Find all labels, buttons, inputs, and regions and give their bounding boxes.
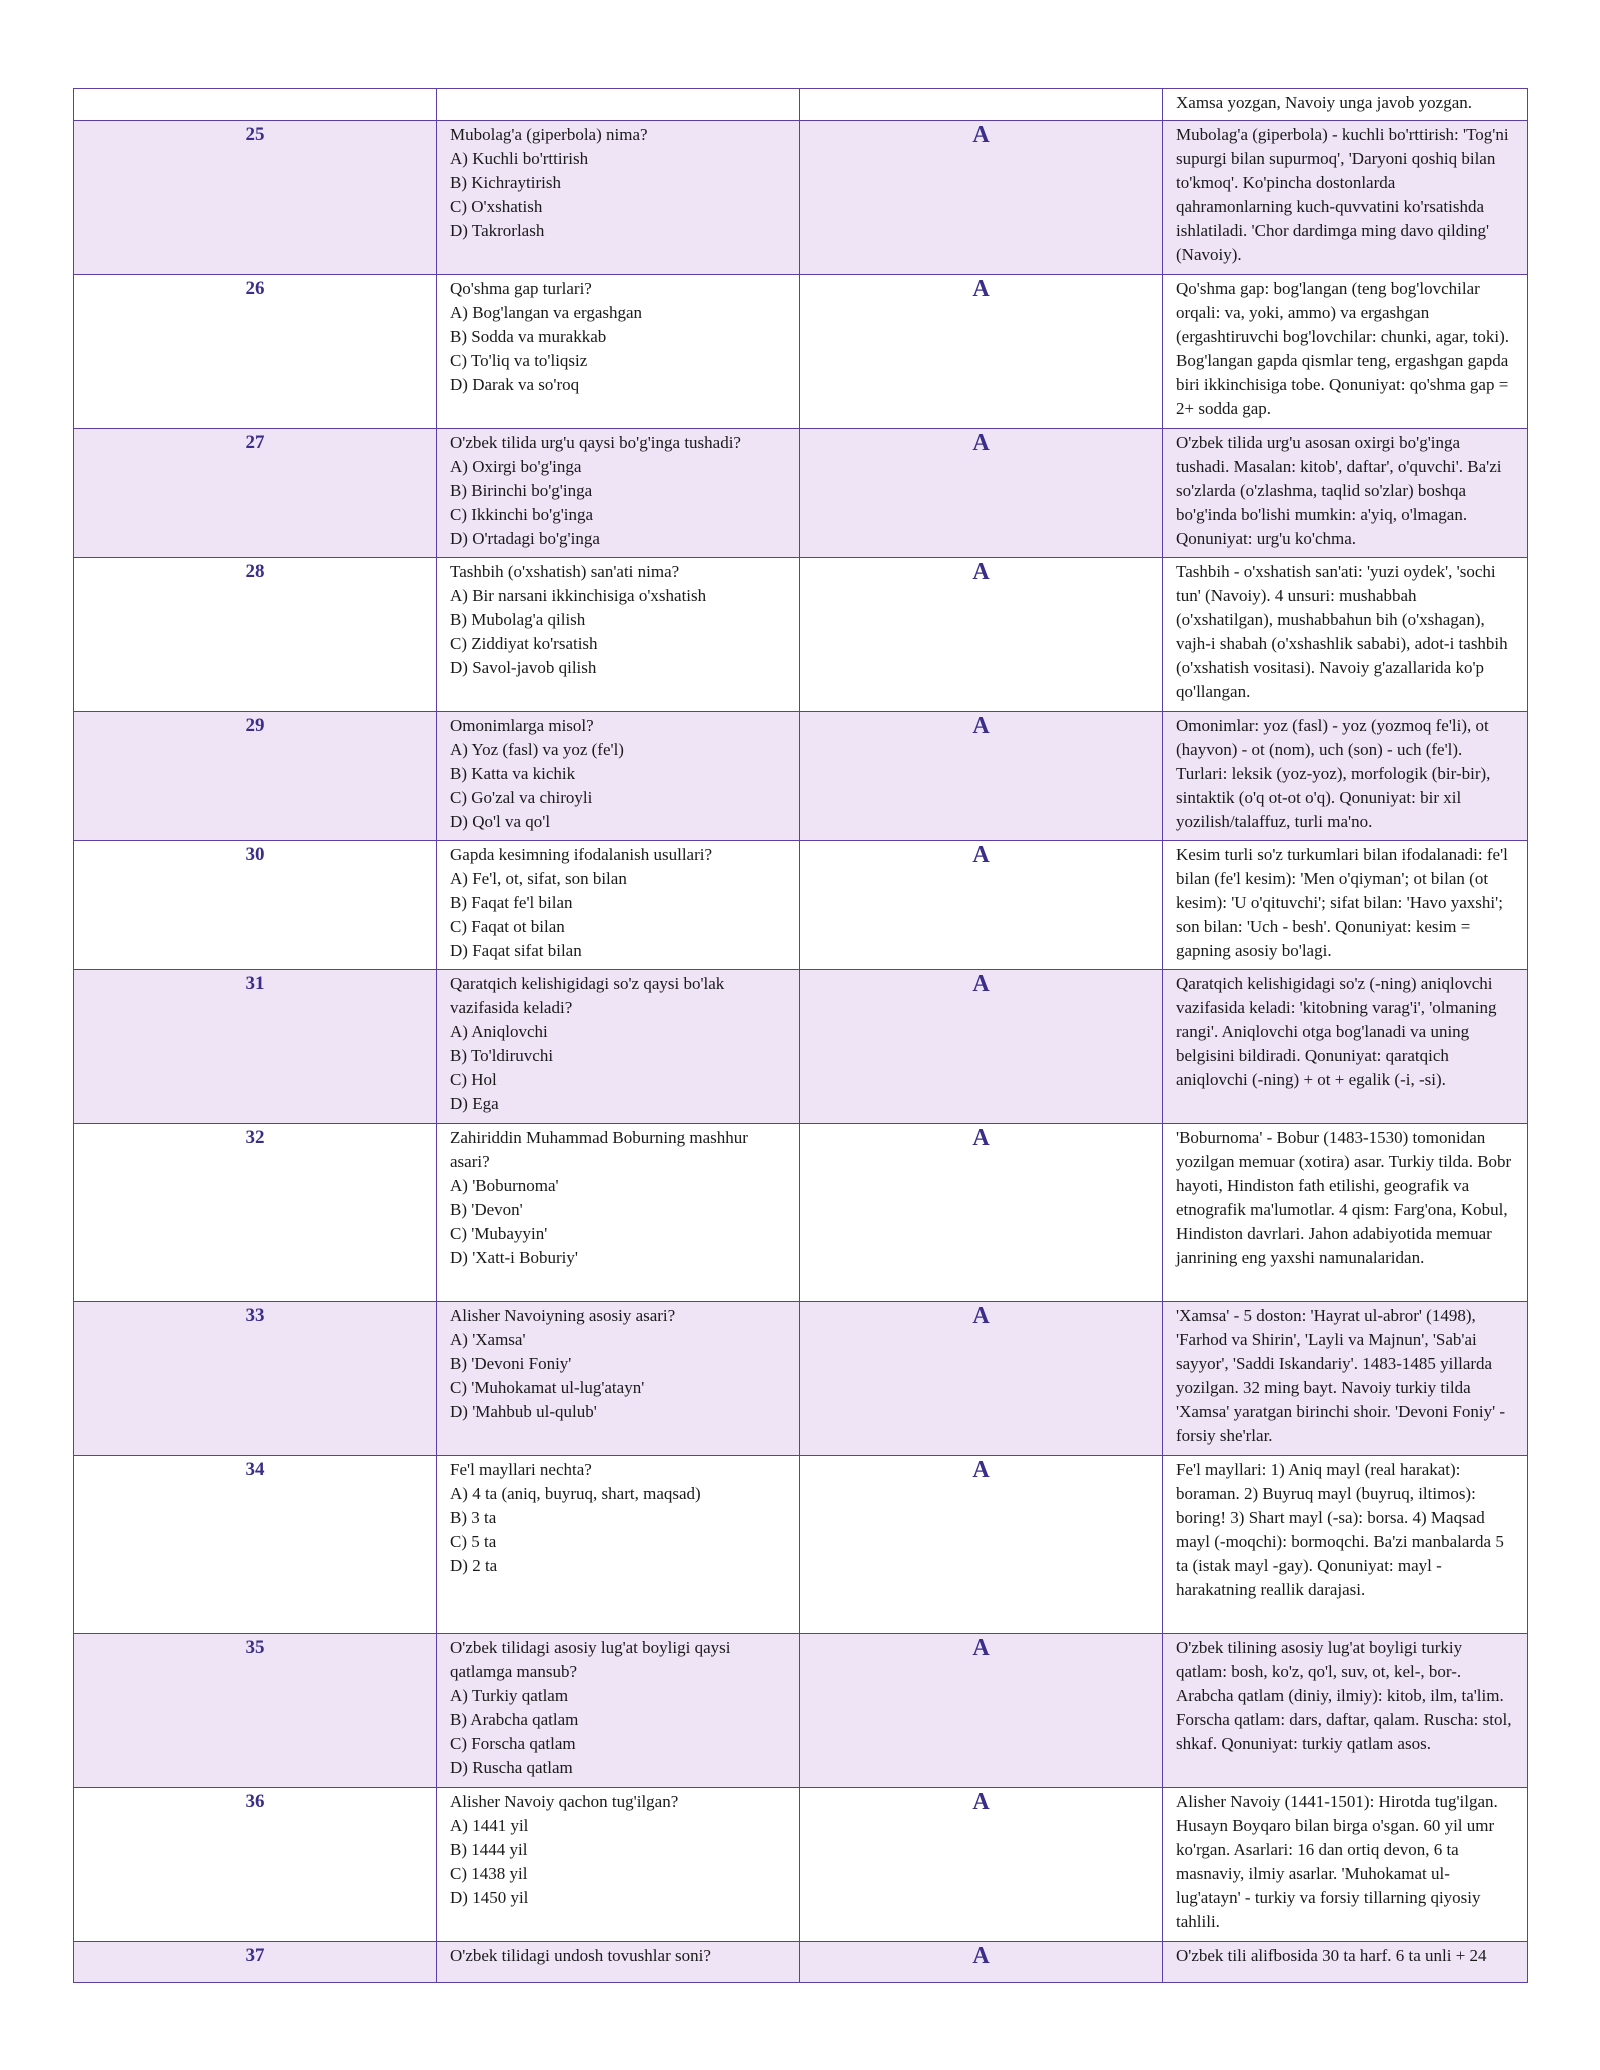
answer-option: A) 'Xamsa' [450, 1330, 526, 1349]
explanation: O'zbek tili alifbosida 30 ta harf. 6 ta unli + 24 [1163, 1942, 1528, 1983]
answer-option: D) 2 ta [450, 1556, 498, 1575]
correct-answer: A [800, 1456, 1163, 1634]
explanation: Kesim turli so'z turkumlari bilan ifodalanadi: fe'l bilan (fe'l kesim): 'Men o'qiyman'; ot bilan (ot kesim): 'U o'qituvchi'; sifat bilan: 'Havo yaxshi'; son bilan: 'Uch - besh'. Qonuniyat: kesim = gapning asosiy bo'lagi. [1163, 841, 1528, 970]
question-text: Qaratqich kelishigidagi so'z qaysi bo'lak [450, 974, 725, 993]
question-cell [437, 1302, 800, 1456]
answer-option: D) Ega [450, 1094, 499, 1113]
question-text: Alisher Navoiy qachon tug'ilgan? [450, 1792, 679, 1811]
answer-option: B) 'Devon' [450, 1200, 523, 1219]
quiz-table-body [74, 89, 1528, 1983]
table-row [74, 1124, 1528, 1302]
question-text: Tashbih (o'xshatish) san'ati nima? [450, 562, 680, 581]
answer-option: B) 'Devoni Foniy' [450, 1354, 572, 1373]
correct-answer: A [800, 1788, 1163, 1942]
answer-option: C) To'liq va to'liqsiz [450, 351, 588, 370]
explanation: O'zbek tilining asosiy lug'at boyligi turkiy qatlam: bosh, ko'z, qo'l, suv, ot, kel-, bor-. Arabcha qatlam (diniy, ilmiy): kitob, ilm, ta'lim. Forscha qatlam: dars, daftar, qalam. Ruscha: stol, shkaf. Qonuniyat: turkiy qatlam asos. [1163, 1634, 1528, 1788]
question-cell [437, 841, 800, 970]
table-row [74, 1302, 1528, 1456]
answer-option: C) Hol [450, 1070, 497, 1089]
answer-option: A) 4 ta (aniq, buyruq, shart, maqsad) [450, 1484, 701, 1503]
question-number: 25 [74, 121, 437, 275]
answer-option: A) Aniqlovchi [450, 1022, 548, 1041]
answer-option: C) Ikkinchi bo'g'inga [450, 505, 594, 524]
question-cell [437, 558, 800, 712]
answer-option: B) To'ldiruvchi [450, 1046, 554, 1065]
correct-answer: A [800, 1302, 1163, 1456]
question-number: 37 [74, 1942, 437, 1983]
question-cell [437, 89, 800, 121]
table-row [74, 558, 1528, 712]
answer-option: A) Bir narsani ikkinchisiga o'xshatish [450, 586, 707, 605]
answer-option: B) 1444 yil [450, 1840, 528, 1859]
answer-option: C) 'Muhokamat ul-lug'atayn' [450, 1378, 645, 1397]
question-cell [437, 429, 800, 558]
explanation: Alisher Navoiy (1441-1501): Hirotda tug'ilgan. Husayn Boyqaro bilan birga o'sgan. 60 yil umr ko'rgan. Asarlari: 16 dan ortiq devon, 6 ta masnaviy, ilmiy asarlar. 'Muhokamat ul-lug'atayn' - turkiy va forsiy tillarning qiyosiy tahlili. [1163, 1788, 1528, 1942]
explanation: Tashbih - o'xshatish san'ati: 'yuzi oydek', 'sochi tun' (Navoiy). 4 unsuri: mushabbah (o'xshatilgan), mushabbahun bih (o'xshagan), vajh-i shabah (o'xshashlik sababi), adot-i tashbih (o'xshatish vositasi). Navoiy g'azallarida ko'p qo'llangan. [1163, 558, 1528, 712]
answer-option: C) 'Mubayyin' [450, 1224, 548, 1243]
question-cell [437, 121, 800, 275]
table-row [74, 712, 1528, 841]
question-cell [437, 1634, 800, 1788]
correct-answer [800, 89, 1163, 121]
explanation: Xamsa yozgan, Navoiy unga javob yozgan. [1163, 89, 1528, 121]
correct-answer: A [800, 1942, 1163, 1983]
question-number: 28 [74, 558, 437, 712]
correct-answer: A [800, 558, 1163, 712]
question-cell [437, 1942, 800, 1983]
explanation: O'zbek tilida urg'u asosan oxirgi bo'g'inga tushadi. Masalan: kitob', daftar', o'quvchi'. Ba'zi so'zlarda (o'zlashma, taqlid so'zlar) boshqa bo'g'inda bo'lishi mumkin: a'yiq, o'lmagan. Qonuniyat: urg'u ko'chma. [1163, 429, 1528, 558]
question-text: Omonimlarga misol? [450, 716, 594, 735]
question-text: O'zbek tilidagi asosiy lug'at boyligi qaysi [450, 1638, 731, 1657]
table-row [74, 970, 1528, 1124]
correct-answer: A [800, 1634, 1163, 1788]
question-cell [437, 712, 800, 841]
question-cell [437, 970, 800, 1124]
table-row [74, 841, 1528, 970]
question-number: 30 [74, 841, 437, 970]
question-number: 26 [74, 275, 437, 429]
answer-option: A) Oxirgi bo'g'inga [450, 457, 582, 476]
answer-option: B) Birinchi bo'g'inga [450, 481, 593, 500]
explanation: Qaratqich kelishigidagi so'z (-ning) aniqlovchi vazifasida keladi: 'kitobning varag'i', 'olmaning rangi'. Aniqlovchi otga bog'lanadi va uning belgisini bildiradi. Qonuniyat: qaratqich aniqlovchi (-ning) + ot + egalik (-i, -si). [1163, 970, 1528, 1124]
answer-option: A) 1441 yil [450, 1816, 529, 1835]
question-number: 34 [74, 1456, 437, 1634]
question-text: Mubolag'a (giperbola) nima? [450, 125, 648, 144]
table-row [74, 1634, 1528, 1788]
answer-option: D) 'Xatt-i Boburiy' [450, 1248, 578, 1267]
answer-option: asari? [450, 1152, 490, 1171]
question-cell [437, 1788, 800, 1942]
answer-option: D) 1450 yil [450, 1888, 529, 1907]
answer-option: A) Bog'langan va ergashgan [450, 303, 643, 322]
correct-answer: A [800, 275, 1163, 429]
answer-option: D) Ruscha qatlam [450, 1758, 573, 1777]
answer-option: D) Darak va so'roq [450, 375, 580, 394]
correct-answer: A [800, 970, 1163, 1124]
answer-option: C) Forscha qatlam [450, 1734, 576, 1753]
question-number: 32 [74, 1124, 437, 1302]
question-text: Qo'shma gap turlari? [450, 279, 592, 298]
answer-option: B) Arabcha qatlam [450, 1710, 579, 1729]
question-number: 27 [74, 429, 437, 558]
explanation: Mubolag'a (giperbola) - kuchli bo'rttirish: 'Tog'ni supurgi bilan supurmoq', 'Daryoni qoshiq bilan to'kmoq'. Ko'pincha dostonlarda qahramonlarning kuch-quvvatini ko'rsatishda ishlatiladi. 'Chor dardimga ming davo qilding' (Navoiy). [1163, 121, 1528, 275]
explanation: Fe'l mayllari: 1) Aniq mayl (real harakat): boraman. 2) Buyruq mayl (buyruq, iltimos): boring! 3) Shart mayl (-sa): borsa. 4) Maqsad mayl (-moqchi): bormoqchi. Ba'zi manbalarda 5 ta (istak mayl -gay). Qonuniyat: mayl - harakatning reallik darajasi. [1163, 1456, 1528, 1634]
answer-option: A) 'Boburnoma' [450, 1176, 559, 1195]
answer-option: vazifasida keladi? [450, 998, 573, 1017]
question-text: Zahiriddin Muhammad Boburning mashhur [450, 1128, 748, 1147]
answer-option: B) Kichraytirish [450, 173, 561, 192]
table-row [74, 1456, 1528, 1634]
question-number: 35 [74, 1634, 437, 1788]
answer-option: B) Katta va kichik [450, 764, 576, 783]
table-row [74, 429, 1528, 558]
question-number: 29 [74, 712, 437, 841]
question-number [74, 89, 437, 121]
answer-option: D) Takrorlash [450, 221, 545, 240]
table-row [74, 1788, 1528, 1942]
explanation: 'Boburnoma' - Bobur (1483-1530) tomonidan yozilgan memuar (xotira) asar. Turkiy tilda. Bobr hayoti, Hindiston fath etilishi, geografik va etnografik ma'lumotlar. 4 qism: Farg'ona, Kobul, Hindiston davrlari. Jahon adabiyotida memuar janrining eng yaxshi namunalaridan. [1163, 1124, 1528, 1302]
answer-option: C) 1438 yil [450, 1864, 528, 1883]
answer-option: A) Fe'l, ot, sifat, son bilan [450, 869, 627, 888]
answer-option: D) Savol-javob qilish [450, 658, 597, 677]
question-text: O'zbek tilidagi undosh tovushlar soni? [450, 1946, 711, 1965]
answer-option: D) O'rtadagi bo'g'inga [450, 529, 600, 548]
question-text: Gapda kesimning ifodalanish usullari? [450, 845, 713, 864]
correct-answer: A [800, 429, 1163, 558]
answer-option: D) Faqat sifat bilan [450, 941, 582, 960]
question-number: 33 [74, 1302, 437, 1456]
answer-option: B) 3 ta [450, 1508, 497, 1527]
question-text: Fe'l mayllari nechta? [450, 1460, 592, 1479]
answer-option: B) Sodda va murakkab [450, 327, 607, 346]
question-text: O'zbek tilida urg'u qaysi bo'g'inga tushadi? [450, 433, 741, 452]
explanation: 'Xamsa' - 5 doston: 'Hayrat ul-abror' (1498), 'Farhod va Shirin', 'Layli va Majnun', 'Sab'ai sayyor', 'Saddi Iskandariy'. 1483-1485 yillarda yozilgan. 32 ming bayt. Navoiy turkiy tilda 'Xamsa' yaratgan birinchi shoir. 'Devoni Foniy' - forsiy she'rlar. [1163, 1302, 1528, 1456]
table-row [74, 1942, 1528, 1983]
question-text: Alisher Navoiyning asosiy asari? [450, 1306, 676, 1325]
explanation: Omonimlar: yoz (fasl) - yoz (yozmoq fe'li), ot (hayvon) - ot (nom), uch (son) - uch (fe'l). Turlari: leksik (yoz-yoz), morfologik (bir-bir), sintaktik (o'q ot-ot o'q). Qonuniyat: bir xil yozilish/talaffuz, turli ma'no. [1163, 712, 1528, 841]
table-row [74, 121, 1528, 275]
answer-option: B) Faqat fe'l bilan [450, 893, 573, 912]
answer-option: D) 'Mahbub ul-qulub' [450, 1402, 597, 1421]
answer-option: A) Turkiy qatlam [450, 1686, 569, 1705]
question-cell [437, 275, 800, 429]
explanation: Qo'shma gap: bog'langan (teng bog'lovchilar orqali: va, yoki, ammo) va ergashgan (ergashtiruvchi bog'lovchilar: chunki, agar, toki). Bog'langan gapda qismlar teng, ergashgan gapda biri ikkinchisiga tobe. Qonuniyat: qo'shma gap = 2+ sodda gap. [1163, 275, 1528, 429]
answer-option: C) O'xshatish [450, 197, 543, 216]
answer-option: C) 5 ta [450, 1532, 497, 1551]
answer-option: qatlamga mansub? [450, 1662, 577, 1681]
correct-answer: A [800, 712, 1163, 841]
question-cell [437, 1456, 800, 1634]
question-number: 31 [74, 970, 437, 1124]
answer-option: C) Faqat ot bilan [450, 917, 565, 936]
quiz-table [73, 88, 1528, 1983]
answer-option: B) Mubolag'a qilish [450, 610, 586, 629]
table-row [74, 89, 1528, 121]
answer-option: A) Yoz (fasl) va yoz (fe'l) [450, 740, 624, 759]
answer-option: D) Qo'l va qo'l [450, 812, 551, 831]
answer-option: C) Go'zal va chiroyli [450, 788, 593, 807]
table-row [74, 275, 1528, 429]
answer-option: A) Kuchli bo'rttirish [450, 149, 589, 168]
correct-answer: A [800, 841, 1163, 970]
correct-answer: A [800, 121, 1163, 275]
question-number: 36 [74, 1788, 437, 1942]
answer-option: C) Ziddiyat ko'rsatish [450, 634, 598, 653]
correct-answer: A [800, 1124, 1163, 1302]
question-cell [437, 1124, 800, 1302]
